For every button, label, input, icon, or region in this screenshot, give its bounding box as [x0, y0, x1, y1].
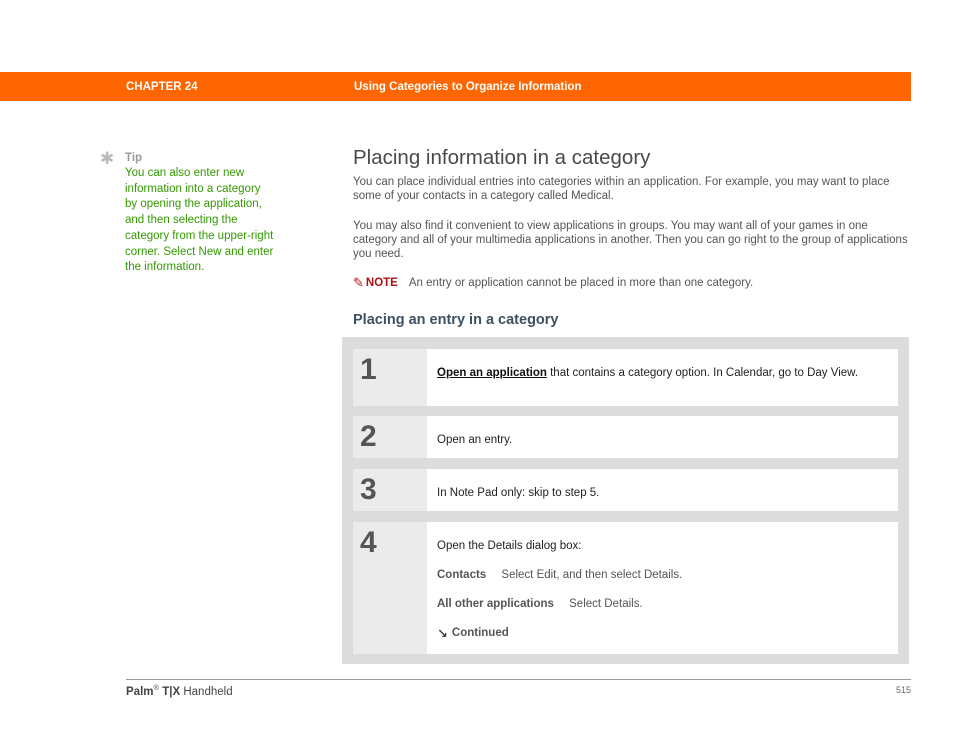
step-body: [427, 469, 898, 511]
step-body: [427, 416, 898, 458]
groups-paragraph: You may also find it convenient to view applications in groups. You may want all of your games in one category and all of your multimedia applications in another. Then you can go right to the group of applications you need.: [353, 220, 908, 260]
contacts-text: Select Edit, and then select Details.: [501, 569, 683, 581]
section-title: Placing an entry in a category: [353, 312, 559, 328]
other-apps-instruction: [437, 597, 888, 612]
footer-brand: Palm: [126, 685, 154, 698]
tip-label: Tip: [125, 152, 143, 164]
step-text: that contains a category option. In Calendar, go to Day View.: [546, 367, 859, 379]
step-4: [353, 522, 898, 654]
step-1: [353, 349, 898, 406]
footer-model: T|X: [162, 685, 181, 698]
other-apps-text: Select Details.: [569, 598, 643, 610]
steps-panel: [342, 337, 909, 664]
chapter-header-bar: [0, 72, 911, 101]
note-text: An entry or application cannot be placed in more than one category.: [408, 277, 754, 289]
main-content: [353, 145, 911, 328]
step-2: [353, 416, 898, 458]
footer-divider: [126, 679, 911, 680]
continued-label: Continued: [451, 627, 509, 639]
note-icon: ✎: [353, 275, 364, 290]
page-number: 515: [895, 685, 911, 695]
step-text: Open the Details dialog box:: [437, 540, 582, 552]
step-body: [427, 522, 898, 654]
intro-paragraph: You can place individual entries into categories within an application. For example, you may want to place some of your contacts in a category called Medical.: [353, 176, 890, 202]
contacts-label: Contacts: [437, 569, 487, 581]
step-number: 3: [353, 469, 427, 511]
step-number: 4: [353, 522, 427, 654]
tip-text: You can also enter new information into a category by opening the application, and then selecting the category from the upper-right corner. Select New and enter the information.: [125, 167, 274, 274]
footer-product: [126, 683, 233, 698]
note-box: [353, 275, 911, 291]
contacts-instruction: [437, 568, 888, 583]
chapter-label: CHAPTER 24: [126, 81, 198, 93]
arrow-down-right-icon: ↘: [437, 626, 448, 641]
note-label: NOTE: [365, 277, 398, 289]
continued-link[interactable]: [437, 626, 888, 641]
open-application-link[interactable]: Open an application: [437, 367, 547, 379]
step-text: In Note Pad only: skip to step 5.: [437, 487, 600, 499]
step-body: [427, 349, 898, 406]
registered-mark: ®: [153, 683, 160, 692]
step-number: 1: [353, 349, 427, 406]
step-text: Open an entry.: [437, 434, 513, 446]
chapter-title: Using Categories to Organize Information: [354, 81, 582, 93]
footer-product-name: Handheld: [183, 685, 233, 698]
step-number: 2: [353, 416, 427, 458]
asterisk-icon: ✱: [100, 149, 115, 168]
other-apps-label: All other applications: [437, 598, 554, 610]
step-3: [353, 469, 898, 511]
page-title: Placing information in a category: [353, 146, 651, 169]
